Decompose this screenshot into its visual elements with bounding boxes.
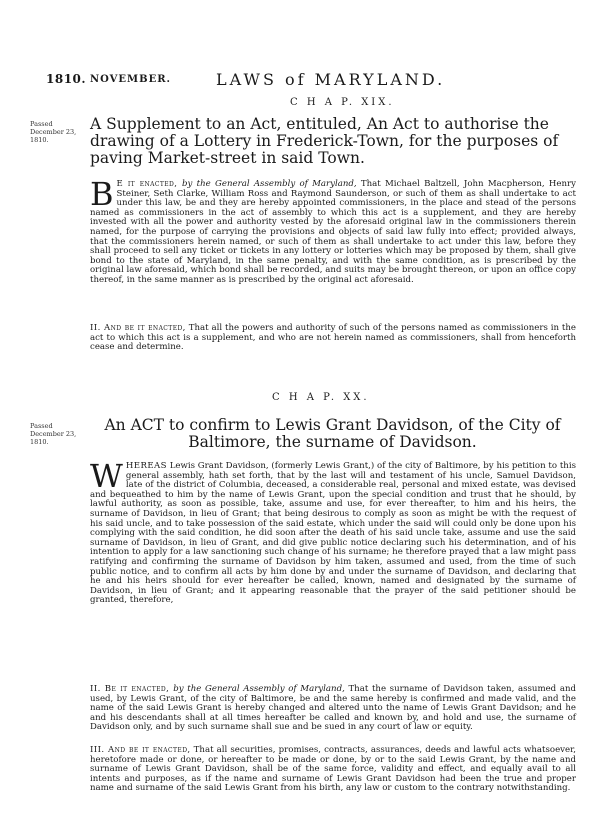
running-header bbox=[46, 70, 566, 90]
chapter-20-section-3 bbox=[90, 746, 576, 794]
dropcap: W bbox=[90, 457, 123, 495]
chapter-19-section-1 bbox=[90, 175, 576, 286]
header-title: LAWS of MARYLAND. bbox=[216, 70, 446, 89]
chapter-19-title: A Supplement to an Act, entituled, An Act to authorise the drawing of a Lottery in Frederick-Town, for the purposes of paving Market-street in said Town. bbox=[90, 115, 559, 167]
chapter-20-label: C H A P. XX. bbox=[272, 392, 370, 403]
header-year: 1810. bbox=[46, 72, 87, 86]
preamble-lead: HEREAS bbox=[125, 461, 167, 471]
dropcap: B bbox=[90, 175, 114, 213]
chapter-20-margin-note: Passed December 23, 1810. bbox=[30, 422, 77, 446]
header-month: NOVEMBER. bbox=[90, 74, 171, 85]
chapter-19-margin-note: Passed December 23, 1810. bbox=[30, 120, 77, 144]
enacting-clause: E it enacted, by the General Assembly of Maryland, bbox=[116, 179, 357, 189]
section-text: That all the powers and authority of such of the persons named as commissioners in the act to which this act is a supplement, and who are not herein named as commissioners, shall from henceforth cease and determine. bbox=[90, 323, 577, 353]
chapter-19-label: C H A P. XIX. bbox=[290, 97, 395, 108]
section-lead: II. And be it enacted, bbox=[90, 323, 186, 333]
chapter-19-section-2 bbox=[90, 324, 576, 353]
chapter-20-preamble bbox=[90, 457, 576, 606]
chapter-20-title: An ACT to confirm to Lewis Grant Davidson, of the City of Baltimore, the surname of Davidson. bbox=[104, 416, 561, 451]
chapter-20-section-2 bbox=[90, 685, 576, 733]
section-text: That all securities, promises, contracts, assurances, deeds and lawful acts whatsoever, heretofore made or done, or hereafter to be made or done, by or to the said Lewis Grant, by the name and surname of Lewis Grant Davidson, shall be of the same force, validity and effect, and equally avail to all intents and purposes, as if the name and surname of Lewis Grant Davidson had been the true and proper name and surname of the said Lewis Grant from his birth, any law or custom to the contrary notwithstanding. bbox=[90, 745, 576, 794]
section-text: That Michael Baltzell, John Macpherson, Henry Steiner, Seth Clarke, William Ross and Raymond Saunderson, or such of them as shall undertake to act under this law, be and they are hereby appointed commissioners, in the place and stead of the persons named as commissioners in the act of assembly to which this act is a supplement, and they are hereby invested with all the power and authority vested by the aforesaid original law in the commissioners therein named, for the purpose of carrying the provisions and objects of said law fully into effect; provided always, that the commissioners herein named, or such of them as shall undertake to act under this law, before they shall proceed to sell any ticket or tickets in any lottery or lotteries which may be proposed by them, shall give bond to the state of Maryland, in the same penalty, and with the same condition, as is prescribed by the original law aforesaid, which bond shall be recorded, and suits may be brought thereon, or upon an office copy thereof, in the same manner as is prescribed by the original act aforesaid. bbox=[90, 179, 576, 285]
section-text: That the surname of Davidson taken, assumed and used, by Lewis Grant, of the city of Baltimore, be and the same hereby is confirmed and made valid, and the name of the said Lewis Grant is hereby changed and altered unto the name of Lewis Grant Davidson; and he and his descendants shall at all times hereafter be called and known by, and hold and use, the surname of Davidson only, and by such surname shall sue and be sued in any court of law or equity. bbox=[90, 684, 576, 733]
enacting-clause: II. Be it enacted, by the General Assembly of Maryland, bbox=[90, 684, 345, 694]
section-lead: III. And be it enacted, bbox=[90, 745, 191, 755]
section-text: Lewis Grant Davidson, (formerly Lewis Grant,) of the city of Baltimore, by his petition to this general assembly, hath set forth, that by the last will and testament of his uncle, Samuel Davidson, late of the district of Columbia, deceased, a considerable real, personal and mixed estate, was devised and bequeathed to him by the name of Lewis Grant, upon the special condition and trust that he should, by lawful authority, as soon as possible, take, assume and use, for ever thereafter, to him and his heirs, the surname of Davidson, in lieu of Grant; that being desirous to comply as soon as might be with the request of his said uncle, and to take possession of the said estate, which under the said will could only be done upon his complying with the said condition, he did soon after the death of his said uncle take, assume and use the said surname of Davidson, in lieu of Grant, and did give public notice declaring such his determination, and of his intention to apply for a law sanctioning such change of his surname; he therefore prayed that a law might pass ratifying and confirming the surname of Davidson by him taken, assumed and used, from the time of such public notice, and to confirm all acts by him done by and under the surname of Davidson, and declaring that he and his heirs should for ever hereafter be called, known, named and designated by the surname of Davidson, in lieu of Grant; and it appearing reasonable that the prayer of the said petitioner should be granted, therefore, bbox=[90, 461, 576, 606]
